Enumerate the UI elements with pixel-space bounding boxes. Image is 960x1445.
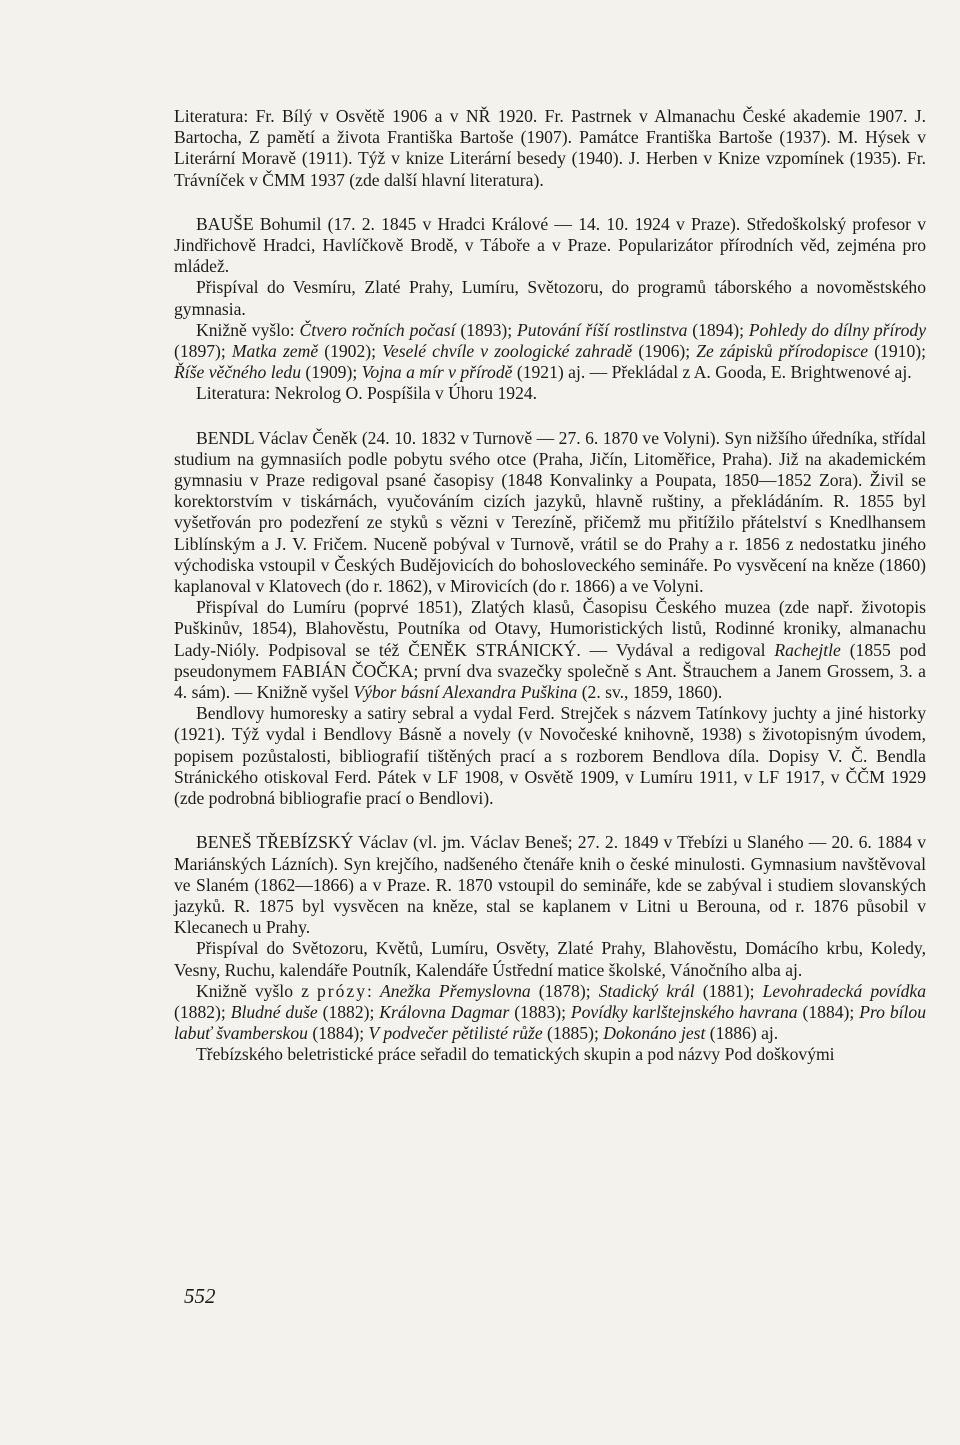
entry-benes-prose	[174, 981, 926, 1045]
text-run: (1884);	[797, 1001, 860, 1022]
text-run: (1909);	[301, 362, 362, 383]
text-run: (1881);	[694, 980, 763, 1001]
entry-benes-head: BENEŠ TŘEBÍZSKÝ Václav (vl. jm. Václav Beneš; 27. 2. 1849 v Třebízi u Slaného — 20. 6. 1884 v Mariánských Lázních). Syn krejčího, nadšeného čtenáře knih o české minulosti. Gymnasium navštěvoval ve Slaném (1862—1866) a v Praze. R. 1870 vstoupil do semináře, kde se zabýval i studiem slovanských jazyků. R. 1875 byl vysvěcen na kněze, stal se kaplanem v Litni u Berouna, od r. 1876 působil v Klecanech u Prahy.	[174, 832, 926, 938]
text-run: (1894);	[687, 319, 749, 340]
intro-literature: Literatura: Fr. Bílý v Osvětě 1906 a v NŘ 1920. Fr. Pastrnek v Almanachu České akademie 1907. J. Bartocha, Z pamětí a života Františka Bartoše (1907). Památce Františka Bartoše (1937). M. Hýsek v Literární Moravě (1911). Týž v knize Literární besedy (1940). J. Herben v Knize vzpomínek (1935). Fr. Trávníček v ČMM 1937 (zde další hlavní literatura).	[174, 106, 926, 190]
book-title: Královna Dagmar	[379, 1001, 510, 1022]
book-title: V podvečer pětilisté růže	[368, 1023, 543, 1044]
text-run: (1855 pod pseudonymem FABIÁN ČOČKA; první dva svazečky společně s Ant. Štrauchem a Janem Grossem, 3. a 4. sám). — Knižně vyšel	[174, 639, 927, 703]
page-content	[174, 106, 926, 1066]
book-title: Bludné duše	[230, 1001, 318, 1022]
book-title: Ze zápisků přírodopisce	[696, 341, 869, 362]
book-title: Výbor básní Alexandra Puškina	[353, 682, 578, 703]
book-title: Putování říší rostlinstva	[517, 319, 688, 340]
text-run: (1897);	[174, 341, 232, 362]
book-title: Stadický král	[598, 980, 695, 1001]
book-title: Matka země	[231, 341, 319, 362]
book-title: Veselé chvíle v zoologické zahradě	[382, 341, 633, 362]
book-title: Pro bílou labuť švamberskou	[174, 1001, 927, 1044]
text-run: (1882);	[317, 1001, 380, 1022]
text-run: (1885);	[542, 1023, 604, 1044]
entry-bendl-humoresky: Bendlovy humoresky a satiry sebral a vydal Ferd. Strejček s názvem Tatínkovy juchty a jiné historky (1921). Týž vydal i Bendlovy Básně a novely (v Novočeské knihovně, 1938) s životopisným úvodem, popisem pozůstalosti, bibliografií tištěných prací a s rozborem Bendlova díla. Dopisy V. Č. Bendla Stránického otiskoval Ferd. Pátek v LF 1908, v Osvětě 1909, v Lumíru 1911, v LF 1917, v ČČM 1929 (zde podrobná bibliografie prací o Bendlovi).	[174, 703, 926, 809]
book-title: Vojna a mír v přírodě	[361, 362, 513, 383]
entry-benes-contrib: Přispíval do Světozoru, Květů, Lumíru, Osvěty, Zlaté Prahy, Blahověstu, Domácího krbu, Koledy, Vesny, Ruchu, kalendáře Poutník, Kalendáře Ústřední matice školské, Vánočního alba aj.	[174, 938, 926, 980]
entry-benes-last: Třebízského beletristické práce seřadil do tematických skupin a pod názvy Pod doškovými	[196, 1044, 835, 1065]
text-run: (2. sv., 1859, 1860).	[577, 682, 723, 703]
text-run: Přispíval do Lumíru (poprvé 1851), Zlatých klasů, Časopisu Českého muzea (zde např. životopis Puškinův, 1854), Blahověstu, Poutníka od Otavy, Humoristických listů, Rodinné kroniky, almanachu Lady-Nióly. Podpisoval se též ČENĚK STRÁNICKÝ. — Vydával a redigoval	[174, 597, 926, 660]
book-title: Čtvero ročních počasí	[299, 319, 456, 340]
entry-bendl-contrib	[174, 597, 926, 703]
text-run: (1921) aj. — Překládal z A. Gooda, E. Brightwenové aj.	[512, 362, 912, 383]
text-run: (1883);	[509, 1001, 571, 1022]
text-run: prózy	[316, 980, 368, 1001]
entry-bause-books	[174, 320, 926, 384]
text-run: Knižně vyšlo z	[196, 980, 317, 1001]
text-run: (1884);	[307, 1023, 369, 1044]
entry-bause-head: BAUŠE Bohumil (17. 2. 1845 v Hradci Králové — 14. 10. 1924 v Praze). Středoškolský profesor v Jindřichově Hradci, Havlíčkově Brodě, v Táboře a v Praze. Popularizátor přírodních věd, zejména pro mládež.	[174, 213, 926, 277]
entry-bause-contrib: Přispíval do Vesmíru, Zlaté Prahy, Lumíru, Světozoru, do programů táborského a novoměstského gymnasia.	[174, 277, 926, 319]
text-run: (1893);	[455, 319, 518, 340]
book-title: Povídky karlštejnského havrana	[570, 1001, 798, 1022]
entry-bause-literature: Literatura: Nekrolog O. Pospíšila v Úhoru 1924.	[196, 383, 538, 404]
text-run: (1910);	[868, 341, 926, 362]
text-run: (1882);	[174, 1001, 231, 1022]
text-run: :	[367, 980, 380, 1001]
entry-bendl-head: BENDL Václav Čeněk (24. 10. 1832 v Turnově — 27. 6. 1870 ve Volyni). Syn nižšího úředníka, střídal studium na gymnasiích podle pobytu svého otce (Praha, Jičín, Litoměřice, Praha). Již na akademickém gymnasiu v Praze redigoval psané časopisy (1848 Konvalinky a Poupata, 1850—1852 Zora). Živil se korektorstvím v tiskárnách, vyučováním cizích jazyků, hlavně ruštiny, a překládáním. R. 1855 byl vyšetřován pro podezření ze styků s vězni v Terezíně, přičemž mu přitížilo přátelství s Knedlhansem Liblínským a J. V. Fričem. Nuceně pobýval v Turnově, vrátil se do Prahy a r. 1856 z nedostatku jiného východiska vstoupil v Českých Budějovicích do bohosloveckého semináře. Po vysvěcení na kněze (1860) kaplanoval v Klatovech (do r. 1862), v Mirovicích (do r. 1866) a ve Volyni.	[174, 427, 926, 597]
book-title: Říše věčného ledu	[174, 362, 302, 383]
books-label: Knižně vyšlo:	[196, 319, 295, 340]
book-title: Dokonáno jest	[603, 1023, 706, 1044]
text-run: (1886) aj.	[705, 1023, 779, 1044]
book-title: Rachejtle	[774, 639, 841, 660]
book-title: Anežka Přemyslovna	[379, 980, 531, 1001]
text-run: (1902);	[318, 341, 383, 362]
text-run: (1906);	[632, 341, 697, 362]
text-run: (1878);	[530, 980, 599, 1001]
page-number: 552	[184, 1284, 216, 1308]
book-title: Pohledy do dílny přírody	[748, 319, 927, 340]
book-title: Levohradecká povídka	[762, 980, 927, 1001]
